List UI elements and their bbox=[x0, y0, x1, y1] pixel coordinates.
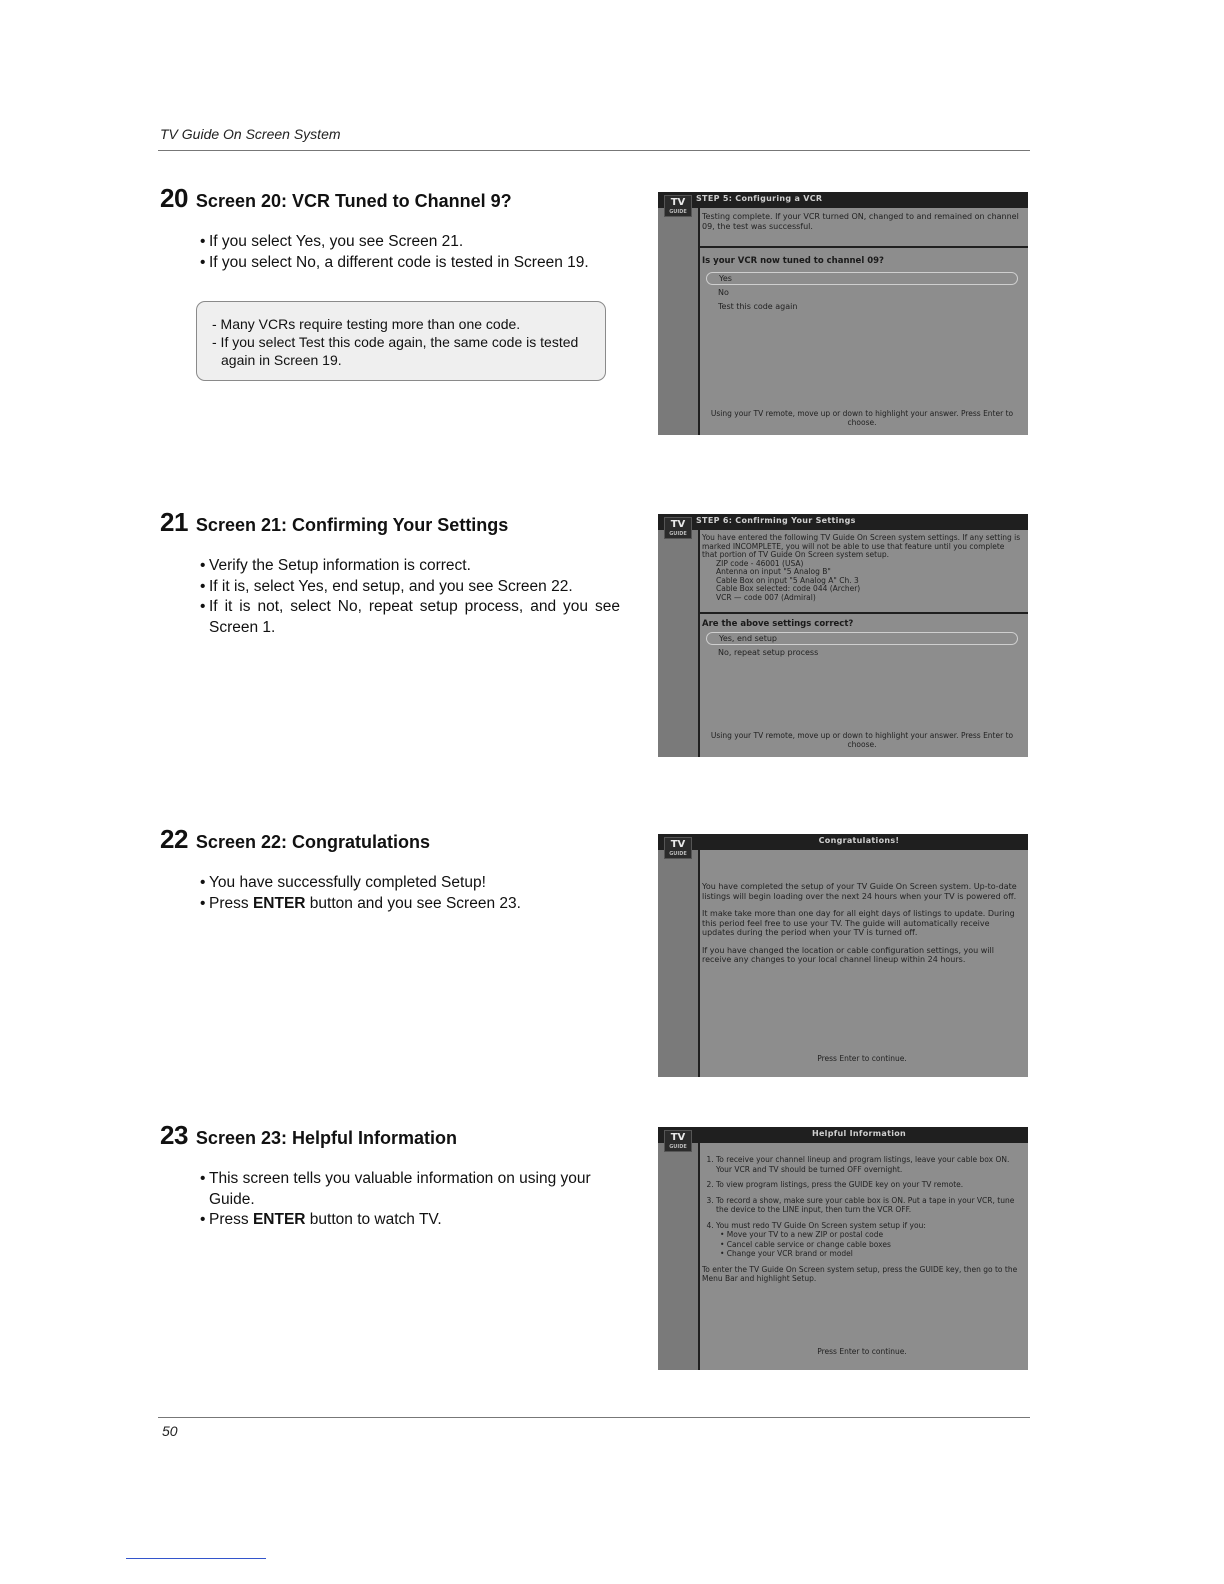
tv-screen-20 bbox=[658, 192, 1028, 435]
bullet-item: • Press ENTER button to watch TV. bbox=[200, 1210, 600, 1231]
section-screen-23 bbox=[160, 1120, 620, 1231]
screen-title: Helpful Information bbox=[811, 1129, 907, 1138]
screen-panel bbox=[702, 882, 1022, 1071]
screen-panel bbox=[702, 1155, 1022, 1364]
side-panel bbox=[658, 850, 698, 1077]
screen-question: Is your VCR now tuned to channel 09? bbox=[702, 256, 884, 266]
option-yes[interactable]: Yes bbox=[706, 272, 1018, 285]
section-title: Screen 22: Congratulations bbox=[195, 832, 430, 852]
side-panel bbox=[658, 1143, 698, 1370]
bullet-item: • This screen tells you valuable information on using your Guide. bbox=[200, 1169, 600, 1210]
section-title: Screen 21: Confirming Your Settings bbox=[195, 515, 509, 535]
screen-panel bbox=[702, 212, 1022, 429]
divider bbox=[698, 612, 1028, 614]
screen-question: Are the above settings correct? bbox=[702, 619, 854, 629]
bullet-list bbox=[160, 556, 620, 638]
note-line: - If you select Test this code again, the same code is tested again in Screen 19. bbox=[212, 334, 579, 368]
info-item: 1. To receive your channel lineup and program listings, leave your cable box ON. Your VCR and TV should be turned OFF overnight. bbox=[716, 1155, 1022, 1174]
section-number: 21 bbox=[160, 507, 188, 537]
section-heading bbox=[160, 824, 620, 855]
footer-rule bbox=[158, 1417, 1030, 1418]
section-heading bbox=[160, 1120, 620, 1151]
bullet-item: • Press ENTER button and you see Screen 23. bbox=[200, 894, 620, 915]
tv-guide-logo-icon: TV GUIDE bbox=[664, 1130, 692, 1152]
side-panel bbox=[658, 530, 698, 757]
bullet-item: • If it is, select Yes, end setup, and you see Screen 22. bbox=[200, 577, 620, 598]
setting-item: VCR — code 007 (Admiral) bbox=[716, 592, 816, 602]
tv-screen-22 bbox=[658, 834, 1028, 1077]
setting-item: Cable Box on input "5 Analog A" Ch. 3 bbox=[716, 575, 859, 585]
screen-body: Testing complete. If your VCR turned ON, changed to and remained on channel 09, the test was successful. bbox=[702, 212, 1019, 231]
running-header: TV Guide On Screen System bbox=[160, 126, 341, 142]
screen-paragraph: It make take more than one day for all eight days of listings to update. During this period feel free to use your TV. The guide will automatically receive updates during the period when your TV is turned off. bbox=[702, 909, 1015, 937]
bullet-list bbox=[160, 873, 620, 914]
bullet-item: • You have successfully completed Setup! bbox=[200, 873, 620, 894]
header-rule bbox=[158, 150, 1030, 151]
screen-paragraph: If you have changed the location or cable configuration settings, you will receive any changes to your local channel lineup within 24 hours. bbox=[702, 945, 994, 964]
note-box bbox=[196, 301, 606, 381]
settings-list bbox=[702, 560, 1022, 603]
section-screen-22 bbox=[160, 824, 620, 914]
screen-footer: Press Enter to continue. bbox=[817, 1347, 907, 1356]
bullet-list bbox=[160, 1169, 620, 1231]
section-screen-20 bbox=[160, 183, 620, 273]
info-subitem: • Cancel cable service or change cable boxes bbox=[720, 1239, 891, 1249]
section-title: Screen 23: Helpful Information bbox=[195, 1128, 457, 1148]
footer-link-line bbox=[126, 1558, 266, 1559]
section-number: 20 bbox=[160, 183, 188, 213]
setting-item: Cable Box selected: code 044 (Archer) bbox=[716, 584, 861, 593]
screen-body: You have entered the following TV Guide On Screen system settings. If any setting is marked INCOMPLETE, you will not be able to use that feature until you complete that portion of TV Guide On Screen system setup. bbox=[702, 533, 1021, 559]
section-number: 23 bbox=[160, 1120, 188, 1150]
tv-screen-23 bbox=[658, 1127, 1028, 1370]
option-test-again[interactable]: Test this code again bbox=[718, 302, 798, 311]
bullet-item: • If you select No, a different code is tested in Screen 19. bbox=[200, 253, 620, 274]
screen-panel bbox=[702, 534, 1022, 751]
info-list bbox=[702, 1155, 1022, 1259]
setting-item: Antenna on input "5 Analog B" bbox=[716, 567, 831, 576]
divider bbox=[698, 246, 1028, 248]
option-no[interactable]: No bbox=[718, 288, 729, 297]
option-no-repeat[interactable]: No, repeat setup process bbox=[718, 648, 819, 657]
screen-footer: Using your TV remote, move up or down to highlight your answer. Press Enter to choose. bbox=[710, 731, 1014, 749]
bullet-item: • Verify the Setup information is correct. bbox=[200, 556, 620, 577]
info-subitem: • Change your VCR brand or model bbox=[720, 1249, 853, 1258]
tv-guide-logo-icon: TV GUIDE bbox=[664, 195, 692, 217]
page-number: 50 bbox=[162, 1423, 178, 1439]
screen-title: Congratulations! bbox=[818, 836, 900, 845]
info-item: 2. To view program listings, press the GUIDE key on your TV remote. bbox=[716, 1180, 1022, 1190]
screen-title: STEP 6: Confirming Your Settings bbox=[696, 516, 856, 525]
note-line: - Many VCRs require testing more than one code. bbox=[212, 316, 521, 332]
section-screen-21 bbox=[160, 507, 620, 638]
info-item: 4. You must redo TV Guide On Screen system setup if you: • Move your TV to a new ZIP or postal code • Cancel cable service or change cable boxes • Change your VCR brand or model bbox=[716, 1221, 1022, 1259]
screen-title: STEP 5: Configuring a VCR bbox=[696, 194, 823, 203]
section-heading bbox=[160, 183, 620, 214]
tv-screen-21 bbox=[658, 514, 1028, 757]
tv-guide-logo-icon: TV GUIDE bbox=[664, 837, 692, 859]
section-title: Screen 20: VCR Tuned to Channel 9? bbox=[195, 191, 512, 211]
info-subitem: • Move your TV to a new ZIP or postal code bbox=[720, 1230, 884, 1239]
screen-footer: Press Enter to continue. bbox=[817, 1054, 907, 1063]
tv-guide-logo-icon: TV GUIDE bbox=[664, 517, 692, 539]
screen-paragraph: You have completed the setup of your TV Guide On Screen system. Up-to-date listings will begin loading over the next 24 hours when your TV is powered off. bbox=[702, 882, 1017, 901]
setting-item: ZIP code - 46001 (USA) bbox=[716, 558, 804, 568]
option-yes-end-setup[interactable]: Yes, end setup bbox=[706, 632, 1018, 645]
side-panel bbox=[658, 208, 698, 435]
section-heading bbox=[160, 507, 620, 538]
screen-paragraph: To enter the TV Guide On Screen system setup, press the GUIDE key, then go to the Menu Bar and highlight Setup. bbox=[702, 1264, 1018, 1283]
info-item: 3. To record a show, make sure your cable box is ON. Put a tape in your VCR, tune the device to the LINE input, then turn the VCR OFF. bbox=[716, 1196, 1022, 1215]
bullet-list bbox=[160, 232, 620, 273]
bullet-item: • If it is not, select No, repeat setup process, and you see Screen 1. bbox=[200, 597, 620, 638]
screen-footer: Using your TV remote, move up or down to highlight your answer. Press Enter to choose. bbox=[710, 409, 1014, 427]
bullet-item: • If you select Yes, you see Screen 21. bbox=[200, 232, 620, 253]
section-number: 22 bbox=[160, 824, 188, 854]
